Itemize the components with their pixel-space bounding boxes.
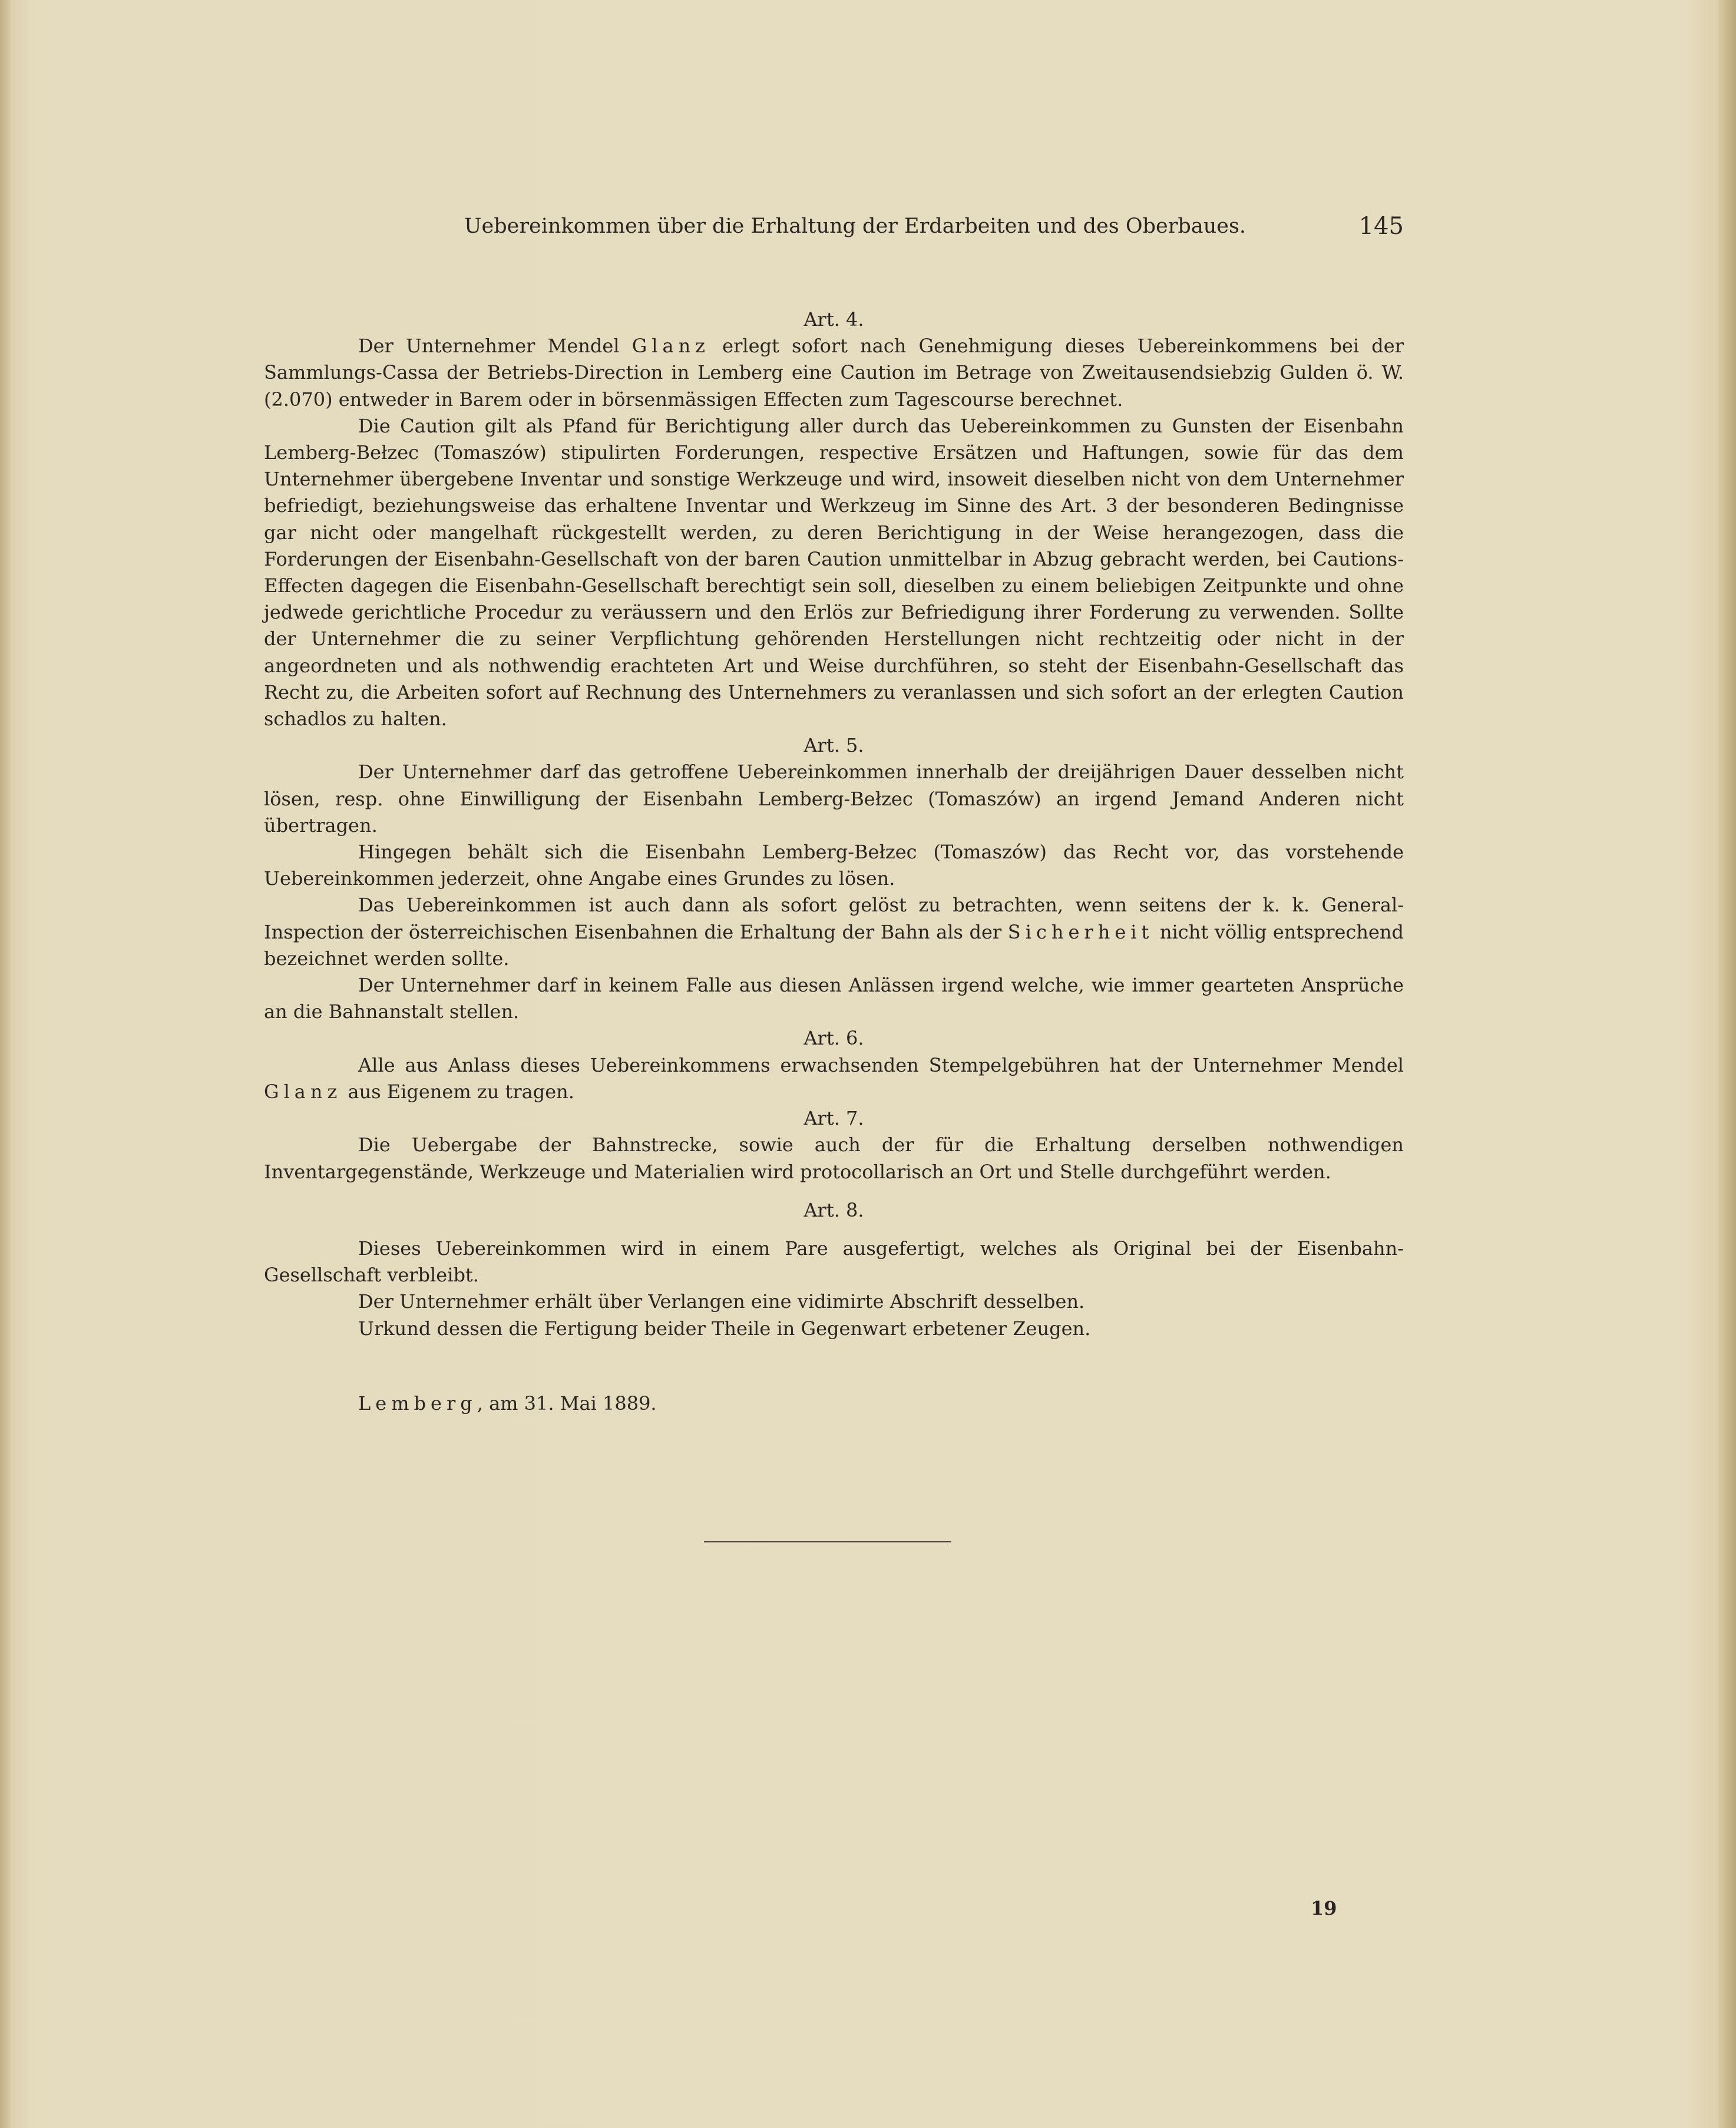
spaced-word: Sicherheit [1007, 920, 1154, 943]
article-4-paragraph-2: Die Caution gilt als Pfand für Berichtigung aller durch das Uebereinkommen zu Gunsten der Eisenbahn Lemberg-Bełzec (Tomaszów) stipulirten Forderungen, respective Ersätzen und Haftungen, sowie für das dem Unternehmer übergebene Inventar und sonstige Werkzeuge und wird, insoweit dieselben nicht von dem Unternehmer befriedigt, beziehungsweise das erhaltene Inventar und Werkzeug im Sinne des Art. 3 der besonderen Bedingnisse gar nicht oder mangelhaft rückgestellt werden, zu deren Berichtigung in der Weise herangezogen, dass die Forderungen der Eisenbahn-Gesellschaft von der baren Caution unmittelbar in Abzug gebracht werden, bei Cautions-Effecten dagegen die Eisenbahn-Gesellschaft berechtigt sein soll, dieselben zu einem beliebigen Zeitpunkte und ohne jedwede gerichtliche Procedur zu veräussern und den Erlös zur Befriedigung ihrer Forderung zu verwenden. Sollte der Unternehmer die zu seiner Verpflichtung gehörenden Herstellungen nicht rechtzeitig oder nicht in der angeordneten und als nothwendig erachteten Art und Weise durchführen, so steht der Eisenbahn-Gesellschaft das Recht zu, die Arbeiten sofort auf Rechnung des Unternehmers zu veranlassen und sich sofort an der erlegten Caution schadlos zu halten. [264, 414, 1404, 731]
article-5-paragraph-1: Der Unternehmer darf das getroffene Uebereinkommen innerhalb der dreijährigen Dauer desselben nicht lösen, resp. ohne Einwilligung der Eisenbahn Lemberg-Bełzec (Tomaszów) an irgend Jemand Anderen nicht übertragen. [264, 761, 1404, 837]
page-edge-left [0, 0, 11, 2128]
page-edge-right [1718, 0, 1736, 2128]
end-rule [704, 1541, 951, 1542]
text-run: Das Uebereinkommen ist auch dann als sofort gelöst zu betrachten, wenn seitens der k. k. General-Inspection der österreichischen Eisenbahnen die Erhaltung der Bahn als der [264, 894, 1404, 943]
document-body [264, 306, 1404, 1417]
article-8-paragraph-2: Der Unternehmer erhält über Verlangen eine vidimirte Abschrift desselben. [358, 1290, 1085, 1313]
article-4-heading: Art. 4. [803, 308, 864, 331]
text-run: aus Eigenem zu tragen. [342, 1080, 574, 1103]
article-8-paragraph-3: Urkund dessen die Fertigung beider Theile in Gegenwart erbetener Zeugen. [358, 1317, 1091, 1340]
text-run: erlegt sofort nach Genehmigung dieses Uebereinkommens bei der Sammlungs-Cassa der Betriebs-Direction in Lemberg eine Caution im Betrage von Zweitausendsiebzig Gulden ö. W. (2.070) entweder in Barem oder in börsenmässigen Effecten zum Tagescourse berechnet. [264, 335, 1404, 411]
spaced-name: Glanz [631, 335, 710, 358]
article-7-heading: Art. 7. [803, 1107, 864, 1130]
text-run: nicht völlig entsprechend bezeichnet werden sollte. [264, 920, 1404, 970]
article-4-paragraph-1 [264, 333, 1404, 413]
article-8-heading: Art. 8. [803, 1198, 864, 1221]
running-title: Uebereinkommen über die Erhaltung der Erdarbeiten und des Oberbaues. [464, 214, 1246, 238]
article-5-paragraph-2: Hingegen behält sich die Eisenbahn Lemberg-Bełzec (Tomaszów) das Recht vor, das vorstehende Uebereinkommen jederzeit, ohne Angabe eines Grundes zu lösen. [264, 841, 1404, 890]
closing-date-line [264, 1390, 1404, 1417]
signature-number: 19 [1311, 1897, 1337, 1919]
page-number: 145 [1358, 213, 1404, 240]
article-5-heading: Art. 5. [803, 734, 864, 757]
article-6-paragraph-1 [264, 1052, 1404, 1105]
text-run: Alle aus Anlass dieses Uebereinkommens erwachsenden Stempelgebühren hat der Unternehmer Mendel [358, 1053, 1404, 1076]
spacer [264, 1224, 1404, 1235]
spacer [264, 1185, 1404, 1197]
article-5-paragraph-4: Der Unternehmer darf in keinem Falle aus diesen Anlässen irgend welche, wie immer gearteten Ansprüche an die Bahnanstalt stellen. [264, 974, 1404, 1023]
text-run: Der Unternehmer Mendel [358, 335, 632, 358]
spaced-name: Glanz [264, 1080, 342, 1103]
article-6-heading: Art. 6. [803, 1027, 864, 1050]
article-8-paragraph-1: Dieses Uebereinkommen wird in einem Pare ausgefertigt, welches als Original bei der Eisenbahn-Gesellschaft verbleibt. [264, 1237, 1404, 1287]
article-7-paragraph-1: Die Uebergabe der Bahnstrecke, sowie auch der für die Erhaltung derselben nothwendigen Inventargegenstände, Werkzeuge und Materialien wird protocollarisch an Ort und Stelle durchgeführt werden. [264, 1134, 1404, 1183]
closing-place: Lemberg [358, 1392, 477, 1415]
closing-date: , am 31. Mai 1889. [477, 1392, 657, 1415]
article-5-paragraph-3 [264, 892, 1404, 972]
